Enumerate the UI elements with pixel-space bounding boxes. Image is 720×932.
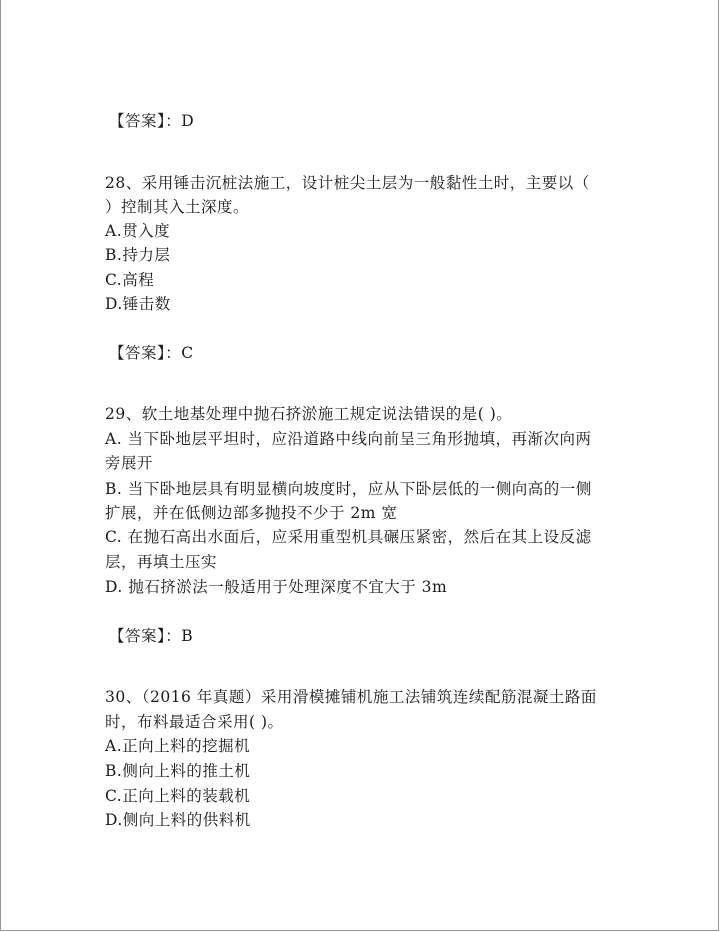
question-28-option-c: C.高程	[105, 271, 155, 289]
question-30-stem-line-2: 时，布料最适合采用( )。	[105, 713, 284, 731]
question-29-option-b-line-2: 扩展，并在低侧边部多抛投不少于 2m 宽	[105, 504, 398, 522]
answer-27: 【答案】：D	[109, 112, 195, 130]
question-30-stem-line-1: 30、（2016 年真题）采用滑模摊铺机施工法铺筑连续配筋混凝土路面	[105, 688, 597, 706]
question-28-stem-line-1: 28、采用锤击沉桩法施工，设计桩尖土层为一般黏性土时，主要以（	[105, 174, 590, 192]
question-28-stem-line-2: ）控制其入土深度。	[105, 198, 250, 216]
question-30-option-d: D.侧向上料的供料机	[105, 811, 251, 829]
answer-29: 【答案】：B	[109, 627, 194, 645]
question-29-option-d: D. 抛石挤淤法一般适用于处理深度不宜大于 3m	[105, 578, 448, 596]
question-29-option-c-line-2: 层，再填土压实	[105, 553, 218, 571]
question-29-option-b-line-1: B. 当下卧地层具有明显横向坡度时，应从下卧层低的一侧向高的一侧	[105, 480, 592, 498]
question-28-option-a: A.贯入度	[105, 222, 171, 240]
question-30-option-c: C.正向上料的装载机	[105, 787, 251, 805]
question-29-option-a-line-2: 旁展开	[105, 454, 154, 472]
question-30-option-a: A.正向上料的挖掘机	[105, 737, 251, 755]
question-28-option-d: D.锤击数	[105, 295, 171, 313]
question-29-option-c-line-1: C. 在抛石高出水面后，应采用重型机具碾压紧密，然后在其上设反滤	[105, 528, 592, 546]
question-29-option-a-line-1: A. 当下卧地层平坦时，应沿道路中线向前呈三角形抛填，再渐次向两	[105, 430, 592, 448]
answer-28: 【答案】：C	[109, 344, 194, 362]
question-30-option-b: B.侧向上料的推土机	[105, 762, 251, 780]
question-28-option-b: B.持力层	[105, 246, 171, 264]
question-29-stem-line-1: 29、软土地基处理中抛石挤淤施工规定说法错误的是( )。	[105, 405, 513, 423]
